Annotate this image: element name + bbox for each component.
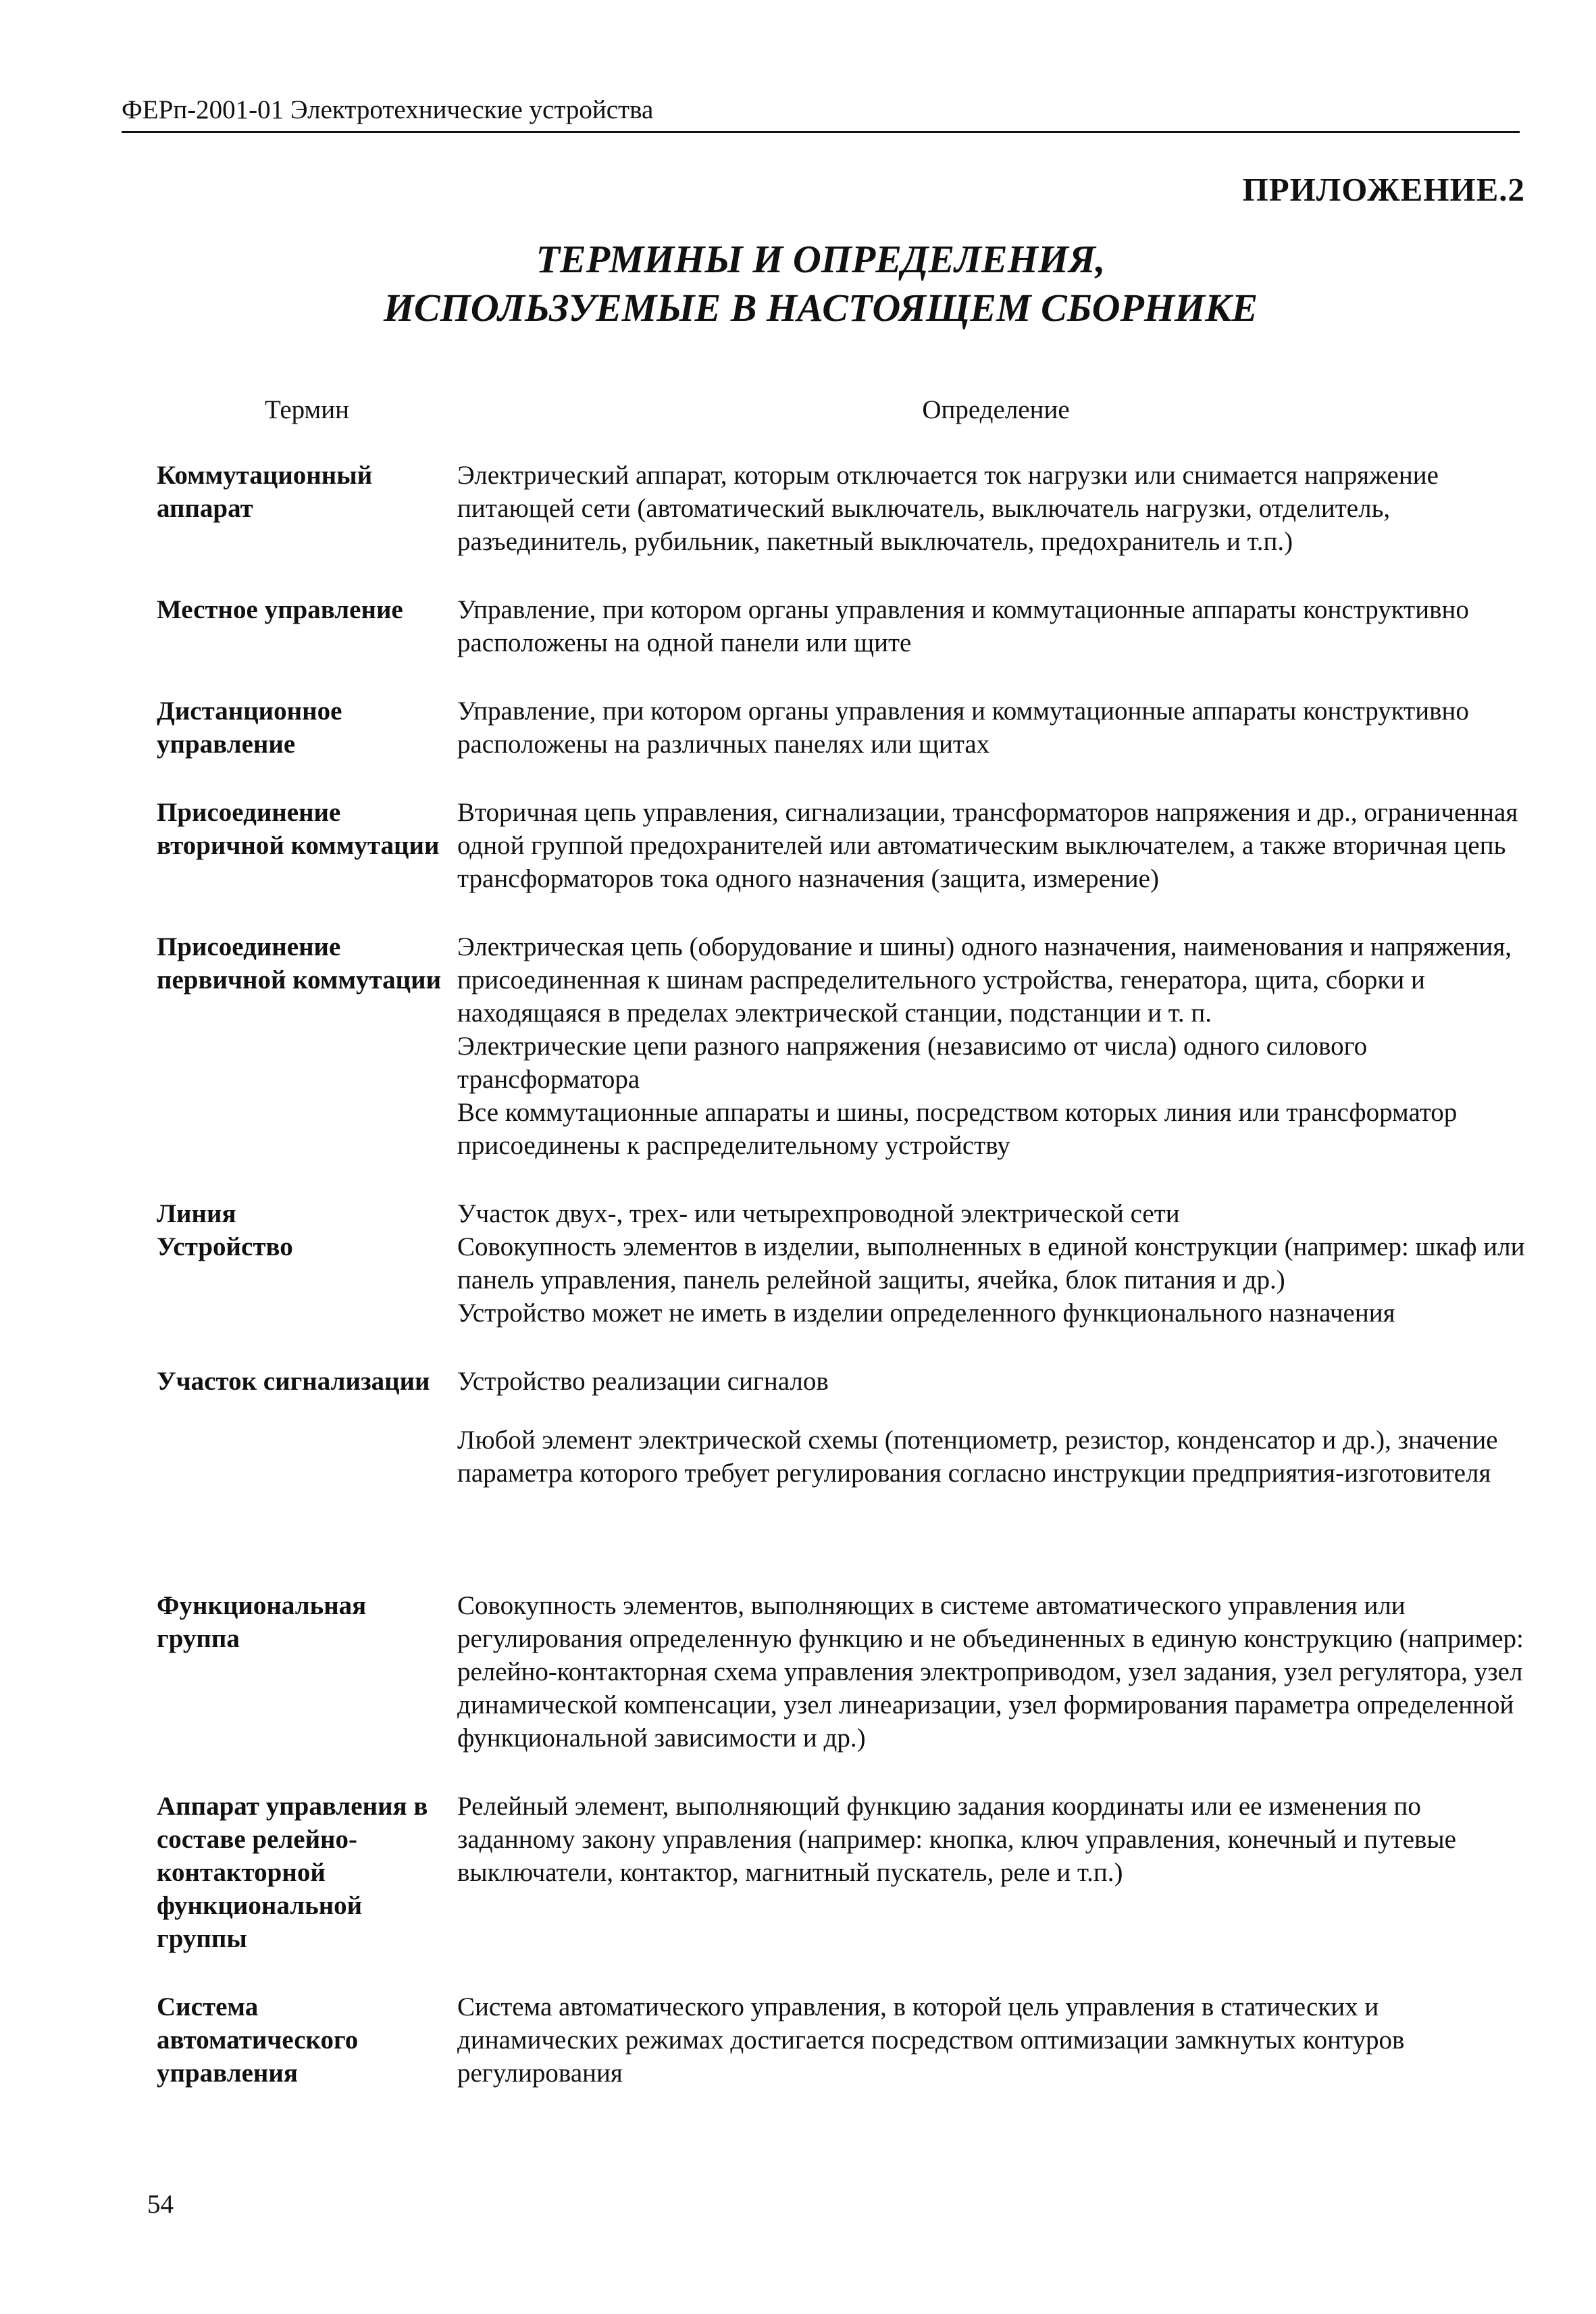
term-cell: Присоединение первичной коммутации xyxy=(157,932,442,995)
definition-cell xyxy=(457,930,1535,1197)
terms-table xyxy=(157,394,1535,2125)
definition-cell xyxy=(457,695,1535,796)
definition-text: Управление, при котором органы управления и коммутационные аппараты конструктивно расположены на различных панелях или щитах xyxy=(457,697,1469,759)
table-row xyxy=(157,930,1535,1197)
table-row xyxy=(157,593,1535,695)
definition-cell xyxy=(457,593,1535,695)
table-row xyxy=(157,695,1535,796)
term-cell xyxy=(157,1197,457,1365)
definition-text: Совокупность элементов в изделии, выполненных в единой конструкции (например: шкаф или панель управления, панель релейной защиты, ячейка, блок питания и др.) xyxy=(457,1232,1525,1294)
table-row xyxy=(157,796,1535,930)
definition-text: Любой элемент электрической схемы (потенциометр, резистор, конденсатор и др.), значение параметра которого требует регулирования согласно инструкции предприятия-изготовителя xyxy=(457,1426,1498,1488)
definition-cell xyxy=(457,459,1535,593)
table-row xyxy=(157,1589,1535,1790)
term-cell: Присоединение вторичной коммутации xyxy=(157,798,440,860)
definition-text: Совокупность элементов, выполняющих в системе автоматического управления или регулирования определенную функцию и не объединенных в единую конструкцию (например: релейно-контакторная схема управления электроприводом, узел задания, узел регулятора, узел динамической компенсации, узел линеаризации, узел формирования параметра определенной функциональной зависимости и др.) xyxy=(457,1591,1524,1753)
term-cell: Местное управление xyxy=(157,595,403,624)
table-row xyxy=(157,1365,1535,1525)
term-cell: Система автоматического управления xyxy=(157,1992,359,2088)
term-cell: Функциональная группа xyxy=(157,1591,367,1653)
definition-text: Релейный элемент, выполняющий функцию задания координаты или ее изменения по заданному закону управления (например: кнопка, ключ управления, конечный и путевые выключатели, контактор, магнитный пускатель, реле и т.п.) xyxy=(457,1792,1456,1887)
table-spacer xyxy=(157,1525,1535,1589)
term-cell: Дистанционное управление xyxy=(157,697,342,759)
appendix-label: ПРИЛОЖЕНИЕ.2 xyxy=(1242,171,1525,208)
term-line: Устройство xyxy=(157,1232,293,1261)
definition-text: Электрическая цепь (оборудование и шины) одного назначения, наименования и напряжения, присоединенная к шинам распределительного устройства, генератора, щита, сборки и находящаяся в пределах электрической станции, подстанции и т. п. xyxy=(457,932,1512,1028)
table-row xyxy=(157,1197,1535,1365)
definition-cell xyxy=(457,1790,1535,1990)
term-line: Линия xyxy=(157,1199,236,1228)
table-row xyxy=(157,1990,1535,2125)
term-cell: Аппарат управления в составе релейно-контакторной функциональной группы xyxy=(157,1792,428,1953)
definition-text: Участок двух-, трех- или четырехпроводной электрической сети xyxy=(457,1199,1180,1228)
table-row xyxy=(157,1790,1535,1990)
document-title xyxy=(122,235,1520,332)
definition-text: Вторичная цепь управления, сигнализации, трансформаторов напряжения и др., ограниченная одной группой предохранителей или автоматическим выключателем, а также вторичная цепь трансформаторов тока одного назначения (защита, измерение) xyxy=(457,798,1518,893)
definition-text: Система автоматического управления, в которой цель управления в статических и динамических режимах достигается посредством оптимизации замкнутых контуров регулирования xyxy=(457,1992,1405,2088)
definition-text: Устройство реализации сигналов xyxy=(457,1367,829,1396)
definition-cell xyxy=(457,1197,1535,1365)
definition-cell xyxy=(457,1990,1535,2125)
table-row xyxy=(157,459,1535,593)
definition-cell xyxy=(457,1589,1535,1790)
term-cell: Коммутационный аппарат xyxy=(157,461,373,523)
definition-column-header: Определение xyxy=(922,395,1070,424)
definition-cell xyxy=(457,796,1535,930)
definition-text: Все коммутационные аппараты и шины, посредством которых линия или трансформатор присоединены к распределительному устройству xyxy=(457,1098,1458,1160)
definition-text: Управление, при котором органы управления и коммутационные аппараты конструктивно расположены на одной панели или щите xyxy=(457,595,1469,657)
title-line-1: ТЕРМИНЫ И ОПРЕДЕЛЕНИЯ, xyxy=(536,237,1106,281)
term-cell: Участок сигнализации xyxy=(157,1367,430,1396)
definition-text: Электрический аппарат, которым отключается ток нагрузки или снимается напряжение питающей сети (автоматический выключатель, выключатель нагрузки, отделитель, разъединитель, рубильник, пакетный выключатель, предохранитель и т.п.) xyxy=(457,461,1439,556)
definition-text: Устройство может не иметь в изделии определенного функционального назначения xyxy=(457,1299,1395,1328)
title-line-2: ИСПОЛЬЗУЕМЫЕ В НАСТОЯЩЕМ СБОРНИКЕ xyxy=(383,286,1258,330)
definition-cell xyxy=(457,1365,1535,1525)
definition-text: Электрические цепи разного напряжения (независимо от числа) одного силового трансформатора xyxy=(457,1032,1368,1094)
page-number: 54 xyxy=(147,2190,174,2219)
running-header: ФЕРп-2001-01 Электротехнические устройства xyxy=(122,93,1520,133)
table-header-row xyxy=(157,394,1535,459)
term-column-header: Термин xyxy=(265,395,349,424)
